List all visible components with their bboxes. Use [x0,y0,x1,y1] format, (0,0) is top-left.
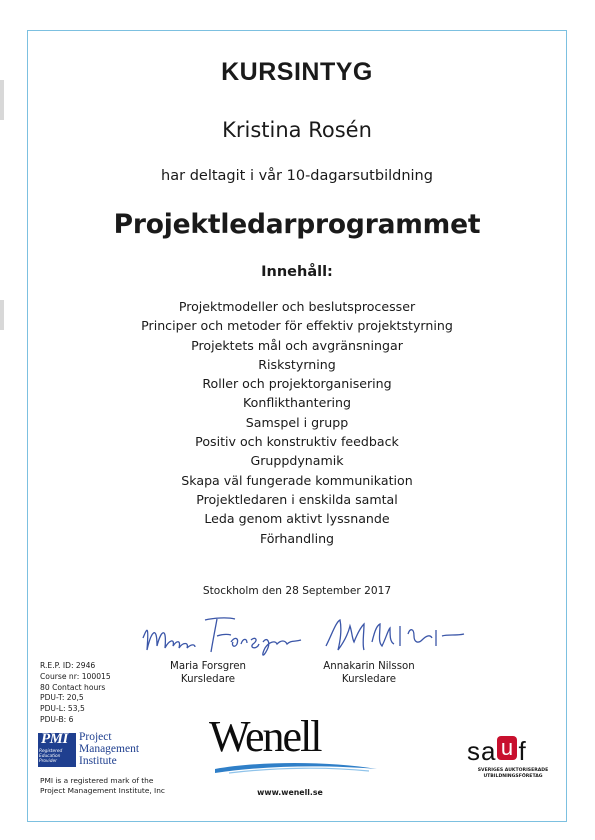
rep-id: R.E.P. ID: 2946 [40,661,96,670]
contents-item: Positiv och konstruktiv feedback [195,434,399,450]
signature-maria-forsgren [135,610,325,665]
contents-item: Gruppdynamik [250,453,344,469]
signer-1 [138,660,278,686]
contents-item: Leda genom aktivt lyssnande [204,511,390,527]
contents-heading: Innehåll: [261,264,333,280]
contents-list [27,297,567,548]
place-and-date: Stockholm den 28 September 2017 [202,585,392,597]
wenell-logo: Wenell [209,711,379,781]
contents-item: Samspel i grupp [245,414,349,430]
participation-statement: har deltagit i vår 10-dagarsutbildning [161,168,433,184]
signer-2-role: Kursledare [341,674,397,685]
signature-annakarin-nilsson [318,612,468,657]
course-info [40,661,111,726]
pdu-t: PDU-T: 20,5 [40,693,84,703]
pmi-trademark-note: PMI is a registered mark of the Project Management Institute, Inc [40,776,165,795]
scan-edge-mark [0,300,4,330]
contents-item: Riskstyrning [258,356,336,372]
contents-item: Förhandling [259,530,335,546]
contents-item: Roller och projektorganisering [202,376,392,392]
certificate-title: KURSINTYG [221,58,373,86]
signer-1-role: Kursledare [180,674,236,685]
pdu-b: PDU-B: 6 [40,714,74,724]
participant-name: Kristina Rosén [222,118,372,142]
signer-1-name: Maria Forsgren [170,661,246,672]
wenell-swoosh-icon [209,759,379,779]
scan-edge-mark [0,80,4,120]
contact-hours: 80 Contact hours [40,682,106,692]
contents-item: Skapa väl fungerade kommunikation [181,472,413,488]
wenell-website: www.wenell.se [257,788,323,797]
signer-2-name: Annakarin Nilsson [323,661,415,672]
pdu-l: PDU-L: 53,5 [40,704,85,714]
pmi-name: Project Management Institute [79,731,140,767]
contents-item: Projektledaren i enskilda samtal [196,491,398,507]
program-name: Projektledarprogrammet [113,209,481,240]
sauf-logo: sa u f SVERIGES AUKTORISERADE UTBILDNINGSFÖRETAG [467,736,559,786]
signer-2 [299,660,439,686]
contents-item: Principer och metoder för effektiv projektstyrning [141,318,453,334]
contents-item: Projektmodeller och beslutsprocesser [178,299,416,314]
course-number: Course nr: 100015 [40,671,111,681]
contents-item: Projektets mål och avgränsningar [191,337,403,353]
pmi-rep-badge: PMI Registered Education Provider [38,733,76,767]
contents-item: Konflikthantering [243,395,351,411]
sauf-subtitle: SVERIGES AUKTORISERADE UTBILDNINGSFÖRETAG [477,768,549,779]
